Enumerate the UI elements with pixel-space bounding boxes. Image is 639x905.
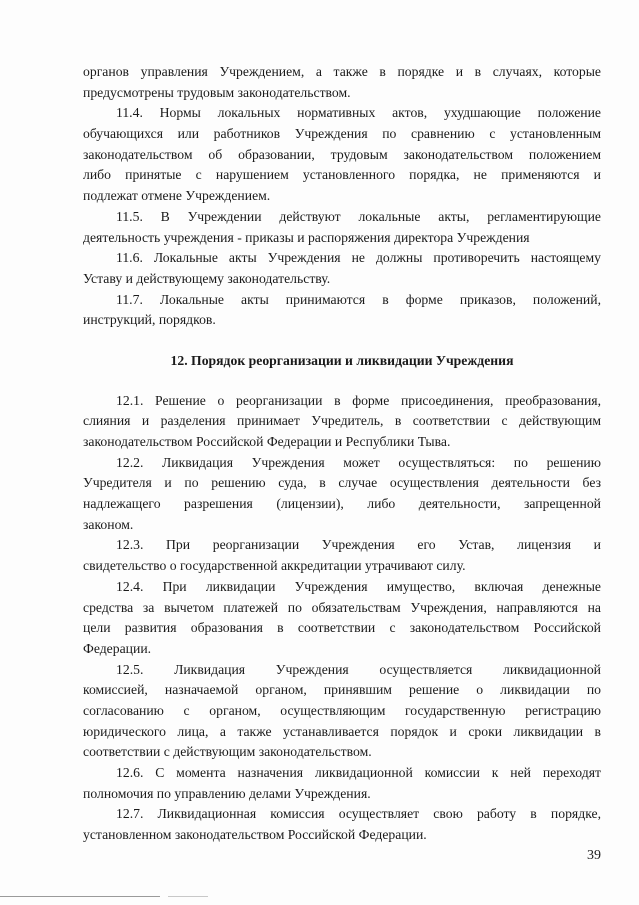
- text-line: Учредителя и по решению суда, в случае осуществления деятельности без: [83, 475, 601, 491]
- text-line: либо принятые с нарушением установленного порядка, не применяются и: [83, 167, 601, 183]
- text-line: цели развития образования в соответствии с законодательством Российской: [83, 620, 601, 636]
- text-line: законом.: [83, 516, 134, 532]
- text-line: надлежащего разрешения (лицензии), либо деятельности, запрещенной: [83, 496, 601, 512]
- text-line: комиссией, назначаемой органом, принявшим решение о ликвидации по: [83, 682, 601, 698]
- text-line: 12.5. Ликвидация Учреждения осуществляется ликвидационной: [116, 661, 601, 677]
- paragraph: [83, 660, 601, 763]
- text-line: обучающихся или работников Учреждения по сравнению с установленным: [83, 126, 601, 142]
- scan-artifact-line: [168, 896, 208, 897]
- paragraph: [83, 535, 601, 576]
- text-line: 11.5. В Учреждении действуют локальные акты, регламентирующие: [116, 208, 601, 224]
- paragraph: [83, 577, 601, 660]
- paragraph: [83, 453, 601, 536]
- paragraph: [83, 248, 601, 289]
- text-line: 11.4. Нормы локальных нормативных актов, ухудшающие положение: [116, 105, 601, 121]
- text-line: законодательством Российской Федерации и Республики Тыва.: [83, 434, 451, 449]
- text-line: законодательством об образовании, трудовым законодательством положением: [83, 146, 601, 162]
- text-line: 12.3. При реорганизации Учреждения его Устав, лицензия и: [116, 537, 601, 553]
- text-line: соответствии с действующим законодательством.: [83, 744, 372, 760]
- text-line: деятельность учреждения - приказы и распоряжения директора Учреждения: [83, 229, 530, 245]
- paragraph: [83, 804, 601, 845]
- text-line: слияния и разделения принимает Учредитель, в соответствии с действующим: [83, 413, 601, 429]
- paragraph: [83, 207, 601, 248]
- text-line: полномочия по управлению делами Учреждения.: [83, 785, 371, 801]
- paragraph: [83, 290, 601, 331]
- text-line: Федерации.: [83, 640, 152, 656]
- text-line: свидетельство о государственной аккредитации утрачивают силу.: [83, 558, 466, 574]
- text-line: 12.4. При ликвидации Учреждения имущество, включая денежные: [116, 578, 601, 594]
- page-number: 39: [587, 848, 601, 863]
- document-body: [83, 62, 601, 846]
- text-line: предусмотрены трудовым законодательством.: [83, 84, 351, 100]
- text-line: средства за вычетом платежей по обязательствам Учреждения, направляются на: [83, 599, 601, 615]
- text-line: подлежат отмене Учреждением.: [83, 188, 271, 204]
- text-line: 12.6. С момента назначения ликвидационной комиссии к ней переходят: [116, 765, 601, 780]
- text-line: 11.7. Локальные акты принимаются в форме приказов, положений,: [116, 291, 601, 307]
- paragraph: [83, 391, 601, 453]
- text-line: Уставу и действующему законодательству.: [83, 270, 331, 286]
- text-line: 11.6. Локальные акты Учреждения не должны противоречить настоящему: [116, 250, 601, 266]
- text-line: 12.1. Решение о реорганизации в форме присоединения, преобразования,: [116, 392, 601, 408]
- paragraph: [83, 103, 601, 206]
- paragraph: [83, 62, 601, 103]
- text-line: 12.7. Ликвидационная комиссия осуществляет свою работу в порядке,: [116, 806, 601, 822]
- paragraph: [83, 763, 601, 804]
- text-line: органов управления Учреждением, а также в порядке и в случаях, которые: [83, 64, 601, 79]
- text-line: юридического лица, а также устанавливается порядок и сроки ликвидации в: [83, 723, 601, 739]
- text-line: установленном законодательством Российской Федерации.: [83, 827, 427, 843]
- text-line: 12.2. Ликвидация Учреждения может осуществляться: по решению: [116, 454, 601, 470]
- text-line: инструкций, порядков.: [83, 312, 216, 328]
- section-heading: 12. Порядок реорганизации и ликвидации Учреждения: [170, 352, 514, 368]
- text-line: согласованию с органом, осуществляющим государственную регистрацию: [83, 702, 601, 718]
- scan-artifact-line: [0, 896, 160, 897]
